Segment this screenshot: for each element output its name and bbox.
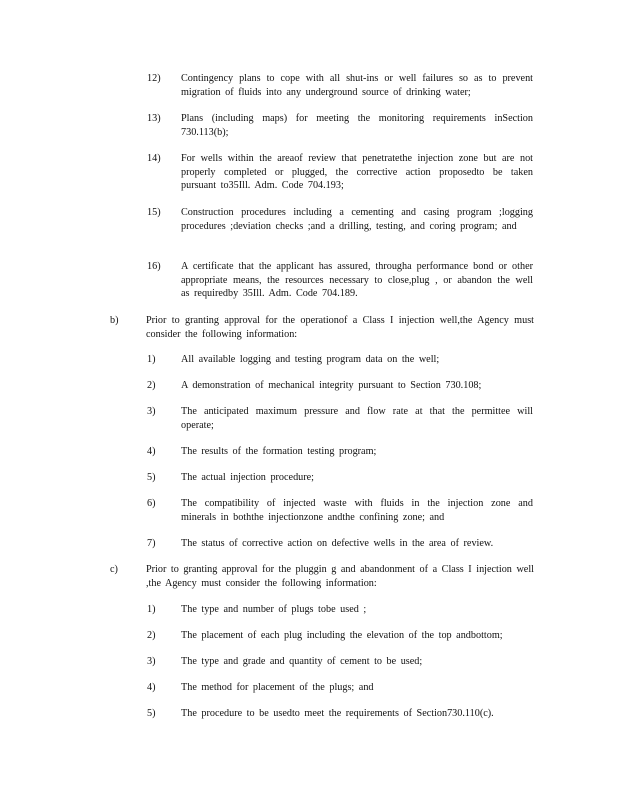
item-number: 1) xyxy=(147,604,156,615)
item-text: Contingency plans to cope with all shut-ins or well failures so as to prevent migration of fluids into any underground source of drinking water; xyxy=(181,73,533,98)
item-text: A certificate that the applicant has assured, througha performance bond or other appropriate means, the resources necessary to close,plug , or abandon the well as requiredby 35Ill. Adm. Code 704.189. xyxy=(181,261,533,299)
item-text: The results of the formation testing program; xyxy=(181,446,377,457)
section-letter: b) xyxy=(110,315,119,326)
item-number: 5) xyxy=(147,708,156,719)
item-text: Construction procedures including a cementing and casing program ;logging procedures ;deviation checks ;and a drilling, testing, and coring program; and xyxy=(181,207,533,232)
item-text: Plans (including maps) for meeting the monitoring requirements inSection 730.113(b); xyxy=(181,113,533,138)
item-text: The placement of each plug including the elevation of the top andbottom; xyxy=(181,630,503,641)
section-text: Prior to granting approval for the pluggin g and abandonment of a Class I injection well ,the Agency must consider the following information: xyxy=(146,564,534,589)
item-number: 2) xyxy=(147,380,156,391)
item-text: The type and grade and quantity of cement to be used; xyxy=(181,656,423,667)
item-text: The status of corrective action on defective wells in the area of review. xyxy=(181,538,494,549)
item-text: For wells within the areaof review that penetratethe injection zone but are not properly completed or plugged, the corrective action proposedto be taken pursuant to35Ill. Adm. Code 704.193; xyxy=(181,153,533,191)
item-text: A demonstration of mechanical integrity pursuant to Section 730.108; xyxy=(181,380,482,391)
item-number: 15) xyxy=(147,207,161,218)
item-number: 7) xyxy=(147,538,156,549)
item-number: 4) xyxy=(147,682,156,693)
item-number: 2) xyxy=(147,630,156,641)
section-text: Prior to granting approval for the operationof a Class I injection well,the Agency must consider the following information: xyxy=(146,315,534,340)
item-text: The procedure to be usedto meet the requirements of Section730.110(c). xyxy=(181,708,494,719)
item-text: The method for placement of the plugs; and xyxy=(181,682,374,693)
item-number: 1) xyxy=(147,354,156,365)
item-number: 3) xyxy=(147,406,156,417)
item-text: The compatibility of injected waste with fluids in the injection zone and minerals in boththe injectionzone andthe confining zone; and xyxy=(181,498,533,523)
item-text: The type and number of plugs tobe used ; xyxy=(181,604,367,615)
item-number: 14) xyxy=(147,153,161,164)
item-text: The actual injection procedure; xyxy=(181,472,315,483)
item-text: All available logging and testing program data on the well; xyxy=(181,354,440,365)
item-text: The anticipated maximum pressure and flow rate at that the permittee will operate; xyxy=(181,406,533,431)
item-number: 16) xyxy=(147,261,161,272)
item-number: 4) xyxy=(147,446,156,457)
item-number: 12) xyxy=(147,73,161,84)
item-number: 5) xyxy=(147,472,156,483)
item-number: 6) xyxy=(147,498,156,509)
section-letter: c) xyxy=(110,564,118,575)
item-number: 13) xyxy=(147,113,161,124)
item-number: 3) xyxy=(147,656,156,667)
